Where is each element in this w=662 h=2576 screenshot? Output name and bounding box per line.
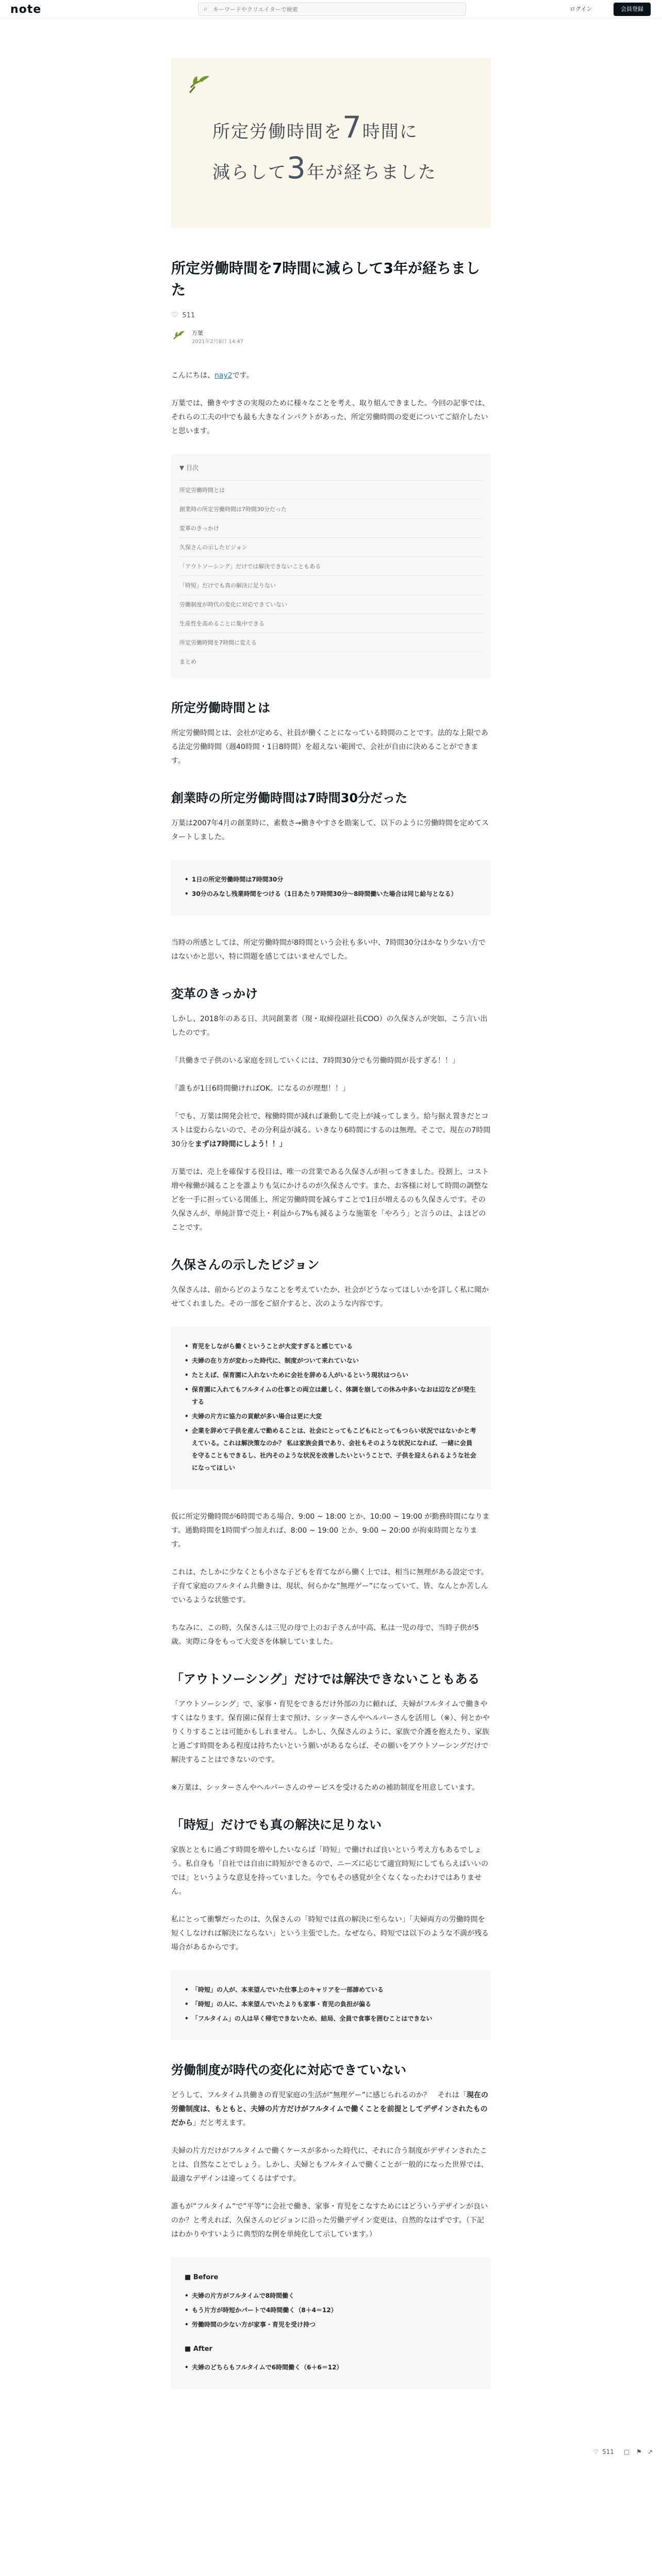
paragraph: 誰もが”フルタイム”で”平等”に会社で働き、家事・育児をこなすためにはどういうデザインが良いのか？と考えれば、久保さんのビジョンに沿った労働デザイン変更は、自然的なはずです。（下記はわかりやすいように典型的な例を単純化して示しています。） <box>171 2202 488 2239</box>
toc-item[interactable]: 創業時の所定労働時間は7時間30分だった <box>179 499 483 518</box>
quote: 「共働きで子供のいる家庭を回していくには、7時間30分でも労働時間が長すぎる！！」 <box>171 1057 459 1065</box>
list-item: • 夫婦のどちらもフルタイムで6時間働く（6＋6＝12） <box>185 2361 477 2374</box>
list-item: • 夫婦の片方に協力の貢献が多い場合は更に大変 <box>185 1410 477 1422</box>
toc-item[interactable]: 「アウトソーシング」だけでは解決できないこともある <box>179 556 483 575</box>
paragraph: 仮に所定労働時間が6時間である場合、9:00 ~ 18:00 とか、10:00 ~ 19:00 が勤務時間になります。通勤時間を1時間ずつ加えれば、8:00 ~ 19:00 とか、9:00 ~ 20:00 が拘束時間となります。 <box>171 1513 490 1549</box>
article <box>171 258 491 2410</box>
list-item: • 「時短」の人が、本来望んでいた仕事上のキャリアを一部諦めている <box>185 1984 477 1996</box>
toc-item[interactable]: 労働制度が時代の変化に対応できていない <box>179 595 483 614</box>
post-date: 2021年2月8日 14:47 <box>192 339 244 345</box>
section-heading: 「アウトソーシング」だけでは解決できないこともある <box>171 1672 480 1686</box>
callout-box <box>171 1327 491 1489</box>
company-logo-icon <box>187 72 211 95</box>
paragraph: 万葉は2007年4月の創業時に、素数さ→働きやすさを勘案して、以下のように労働時間を定めてスタートしました。 <box>171 819 489 841</box>
paragraph: 夫婦の片方だけがフルタイムで働くケースが多かった時代に、それに合う制度がデザインされたことは、自然なことでしょう。しかし、夫婦ともフルタイムで働くことが一般的になった世界では、最適なデザインは違ってくるはずです。 <box>171 2147 488 2183</box>
hero-line-1: 所定労働時間を7時間に <box>212 110 418 145</box>
greeting: こんにちは、nay2です。 <box>171 371 254 380</box>
hero-line-2: 減らして3年が経ちました <box>212 150 437 185</box>
register-button[interactable]: 会員登録 <box>614 3 651 16</box>
comment-icon[interactable]: □ <box>624 2448 630 2455</box>
section-heading: 久保さんの示したビジョン <box>171 1258 320 1272</box>
author-row[interactable] <box>171 328 491 346</box>
section-heading: 「時短」だけでも真の解決に足りない <box>171 1818 382 1832</box>
section-heading: 変革のきっかけ <box>171 987 258 1001</box>
hero-headline <box>212 109 470 191</box>
like-count[interactable]: ♡ 511 <box>171 310 195 319</box>
list-item: • 「時短」の人に、本来望んでいたよりも家事・育児の負担が偏る <box>185 1998 477 2010</box>
article-title: 所定労働時間を7時間に減らして3年が経ちました <box>171 260 480 298</box>
side-action-bar <box>593 2448 655 2461</box>
site-header <box>0 0 662 19</box>
toc-item[interactable]: 生産性を高めることに集中できる <box>179 614 483 633</box>
list-item: • 労働時間の少ない方が家事・育児を受け持つ <box>185 2318 477 2331</box>
after-heading: ■ After <box>185 2342 477 2356</box>
paragraph: どうして、フルタイム共働きの育児家庭の生活が”無理ゲー”に感じられるのか？ それは「現在の労働制度は、もともと、夫婦の片方だけがフルタイムで働くことを前提としてデザインされたものだから」だと考えます。 <box>171 2091 488 2127</box>
table-of-contents <box>171 454 491 678</box>
search-icon: ⌕ <box>204 5 208 13</box>
toc-item[interactable]: まとめ <box>179 652 483 671</box>
list-item: • 1日の所定労働時間は7時間30分 <box>185 873 477 886</box>
paragraph: 所定労働時間とは、会社が定める、社員が働くことになっている時間のことです。法的な上限である法定労働時間（週40時間・1日8時間）を超えない範囲で、会社が自由に決めることができます。 <box>171 729 488 765</box>
quote: 「でも、万葉は開発会社で、稼働時間が減れば兼動して売上が減ってしまう。給与据え置きだとコストは変わらないので、その分利益が減る。いきなり6時間にするのは無理。そこで、現在の7時間30分をまずは7時間にしよう！！」 <box>171 1112 491 1148</box>
footnote: ※万葉は、シッターさんやヘルパーさんのサービスを受けるための補助制度を用意しています。 <box>171 1784 479 1792</box>
before-after-box <box>171 2257 491 2389</box>
toc-item[interactable]: 所定労働時間とは <box>179 480 483 499</box>
quote: 「誰もが1日6時間働ければOK。になるのが理想！！」 <box>171 1084 350 1093</box>
toc-item[interactable]: 所定労働時間を7時間に変える <box>179 633 483 652</box>
paragraph: 「アウトソーシング」で、家事・育児をできるだけ外部の力に頼れば、夫婦がフルタイムで働きやすくはなります。保育園に保育士まで預け、シッターさんやヘルパーさんを活用し（※）、何とかやりくりすることは可能かもしれません。しかし、久保さんのように、家族で介護を抱えたり、家族と過ごす時間をある程度は持ちたいという願いがあるならば、その願いをアウトソーシングだけで解決することはできないのです。 <box>171 1700 490 1764</box>
login-button[interactable]: ログイン <box>570 6 592 12</box>
toc-item[interactable]: 久保さんの示したビジョン <box>179 537 483 556</box>
paragraph: ちなみに、この時、久保さんは三児の母で上のお子さんが中高、私は一児の母で、当時子供が5歳。実際に身をもって大変さを体験していました。 <box>171 1624 479 1646</box>
toc-heading[interactable]: ▼ 目次 <box>179 464 199 471</box>
paragraph: 久保さんは、前からどのようなことを考えていたか、社会がどうなってほしいかを詳しく私に聞かせてくれました。その一部をご紹介すると、次のような内容です。 <box>171 1286 489 1308</box>
bookmark-icon[interactable]: ⚑ <box>636 2448 642 2455</box>
section-heading: 所定労働時間とは <box>171 701 270 715</box>
list-item: • 「フルタイム」の人は早く帰宅できないため、結局、全員で食事を囲むことはできない <box>185 2012 477 2025</box>
paragraph: 家族とともに過ごす時間を増やしたいならば「時短」で働ければ良いという考え方もあるでしょう。私自身も「自社では自由に時短ができるので、ニーズに応じて適宜時短にしてもらえばいいのでは」というような意見を持っていました。今でもその感覚が全くなくなったわけではありません。 <box>171 1846 489 1896</box>
before-heading: ■ Before <box>185 2270 477 2284</box>
paragraph: しかし、2018年のある日、共同創業者（現・取締役副社長COO）の久保さんが突如、こう言い出したのです。 <box>171 1015 488 1037</box>
heart-icon[interactable]: ♡ <box>593 2448 599 2455</box>
list-item: • もう片方が時短かパートで4時間働く（8＋4＝12） <box>185 2304 477 2316</box>
hero-image <box>171 58 491 228</box>
list-item: • 夫婦の在り方が変わった時代に、制度がついて来れていない <box>185 1354 477 1367</box>
heart-icon[interactable]: ♡ <box>171 310 178 319</box>
author-link[interactable]: nay2 <box>214 371 233 380</box>
list-item: • 30分のみなし残業時間をつける（1日あたり7時間30分〜8時間働いた場合は同じ給与となる） <box>185 888 477 900</box>
list-item: • 企業を辞めて子供を産んで勤めることは、社会にとってもこどもにとってもつらい状況ではないかと考えている。これは解決策なのか？ 私は家族会員であり、会社もそのような状況になれば、一緒に会員を守ることもできるし、社内そのような状況を改善したいということで、子供を迎えられるような社会になってほしい <box>185 1425 477 1474</box>
share-icon[interactable]: ↗ <box>648 2448 653 2455</box>
section-heading: 労働制度が時代の変化に対応できていない <box>171 2063 406 2077</box>
paragraph: 当時の所感としては、所定労働時間が8時間という会社も多い中、7時間30分はかなり少ない方ではないかと思い、特に問題を感じてはいませんでした。 <box>171 939 486 961</box>
callout-box <box>171 860 491 916</box>
search-input[interactable] <box>213 5 460 14</box>
callout-box <box>171 1970 491 2040</box>
paragraph: 私にとって衝撃だったのは、久保さんの「時短では真の解決に至らない」「夫婦両方の労働時間を短くしなければ解決にならない」という主張でした。なぜなら、時短では以下のような不満が残る場合があるからです。 <box>171 1916 489 1952</box>
article-body <box>171 369 491 2389</box>
section-heading: 創業時の所定労働時間は7時間30分だった <box>171 791 408 805</box>
paragraph: 万葉では、売上を確保する役目は、唯一の営業である久保さんが担ってきました。役割上、コスト増や稼働が減ることを誰よりも気にかけるのが久保さんです。また、お客様に対して時間の調整などを一手に担っている関係上、所定労働時間を減らすことで1日が増えるのも久保さんです。その久保さんが、単純計算で売上・利益から7%も減るような施策を「やろう」と言うのは、よほどのことです。 <box>171 1168 489 1232</box>
toc-item[interactable]: 「時短」だけでも真の解決に足りない <box>179 575 483 595</box>
toc-item[interactable]: 変革のきっかけ <box>179 518 483 537</box>
author-name[interactable]: 万葉 <box>192 330 203 336</box>
intro-paragraph: 万葉では、働きやすさの実現のために様々なことを考え、取り組んできました。今回の記事では、それらの工夫の中でも最も大きなインパクトがあった、所定労働時間の変更についてご紹介したいと思います。 <box>171 399 489 435</box>
paragraph: これは、たしかに少なくとも小さな子どもを育てながら働く上では、相当に無理がある設定です。子育て家庭のフルタイム共働きは、現状、何らかな”無理ゲー”になっていて、皆、なんとか苦しんでいるような状態です。 <box>171 1568 488 1604</box>
note-logo[interactable]: note <box>10 3 42 16</box>
search-box[interactable] <box>198 3 466 16</box>
list-item: • たとえば、保育園に入れないために会社を辞める人がいるという現状はつらい <box>185 1369 477 1381</box>
list-item: • 夫婦の片方がフルタイムで8時間働く <box>185 2290 477 2302</box>
side-like-count: 511 <box>602 2448 614 2455</box>
avatar[interactable] <box>171 329 186 343</box>
list-item: • 保育園に入れてもフルタイムの仕事との両立は厳しく、体調を崩しての休み中多いなおは辺などが発生する <box>185 1383 477 1408</box>
list-item: • 育児をしながら働くということが大変すぎると感じている <box>185 1340 477 1352</box>
